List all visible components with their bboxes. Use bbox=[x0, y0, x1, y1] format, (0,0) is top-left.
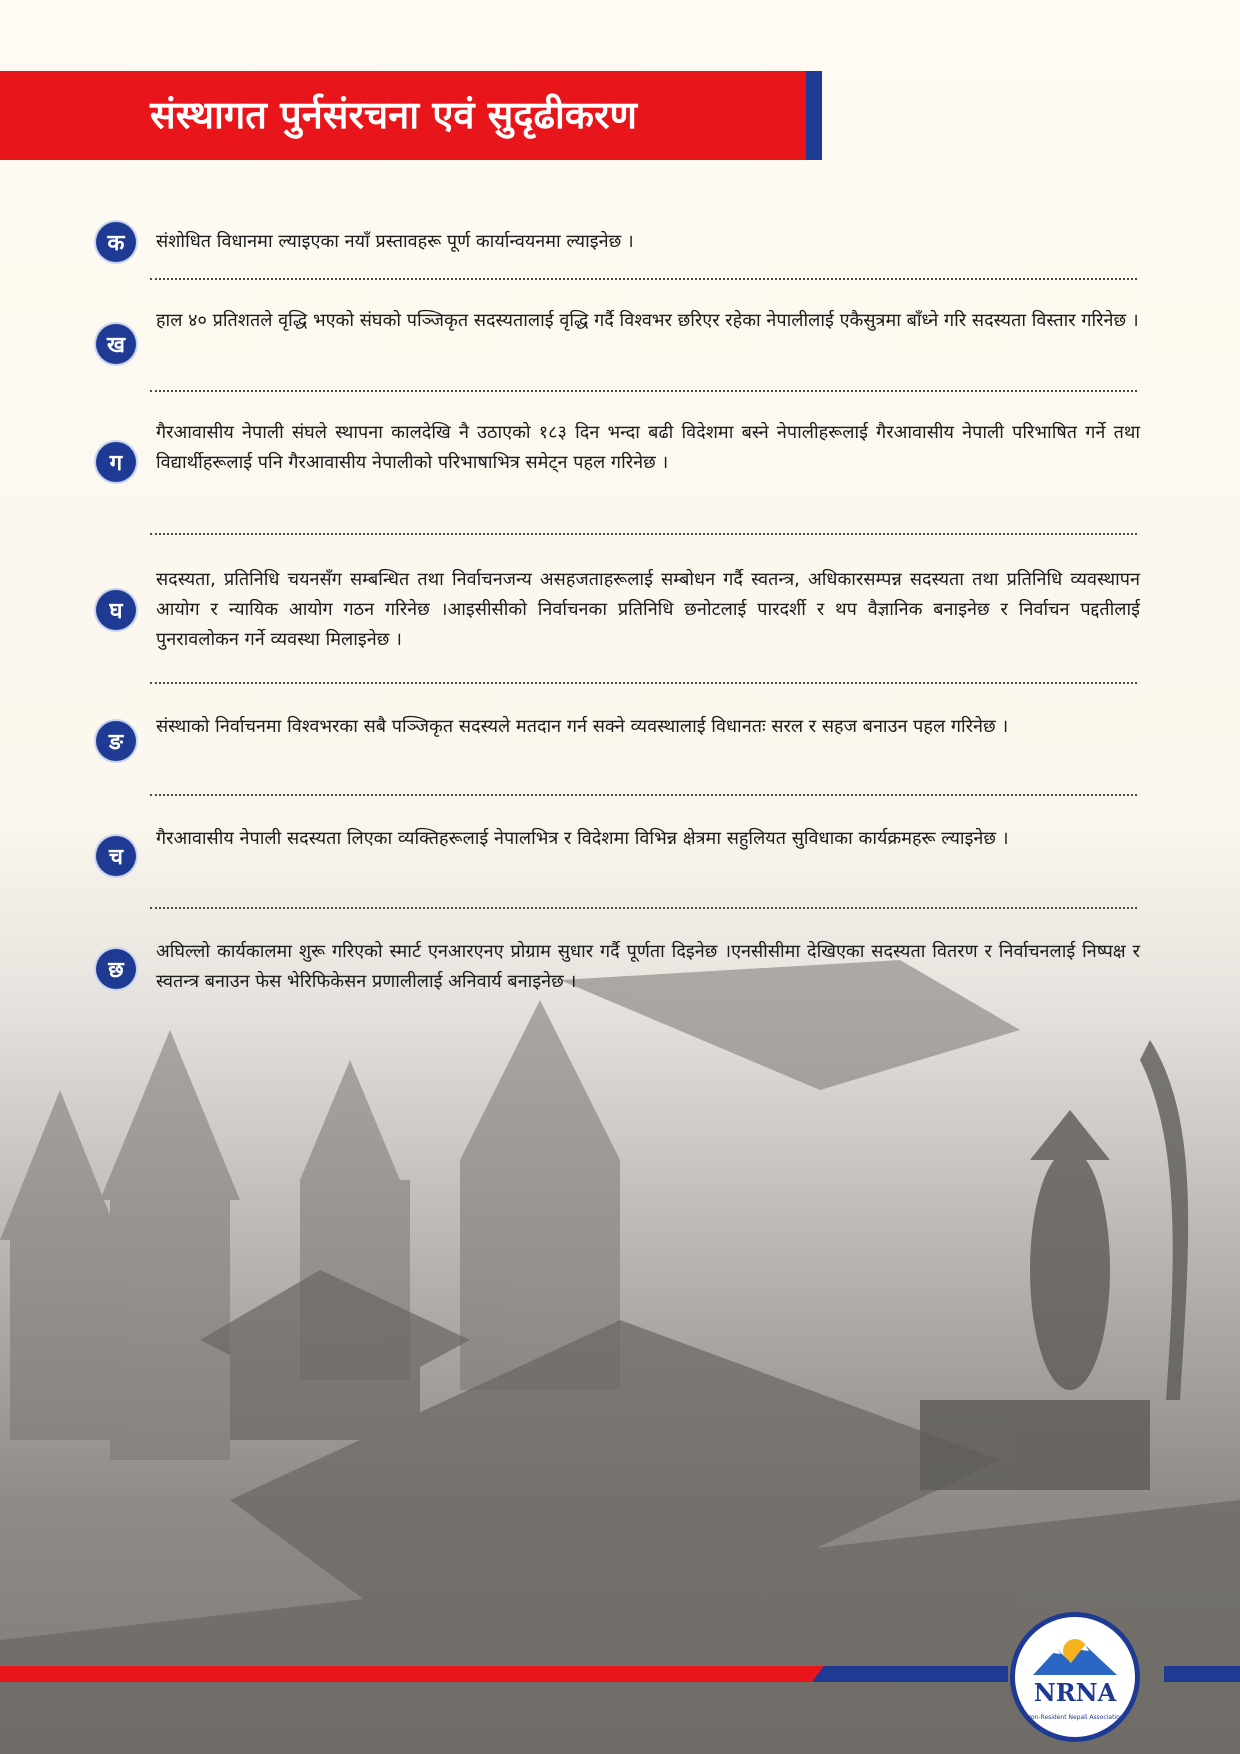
item-marker-badge: ङ bbox=[96, 721, 136, 761]
item-marker-badge: ग bbox=[96, 442, 136, 482]
list-item bbox=[96, 565, 1141, 659]
item-marker-badge: छ bbox=[96, 949, 136, 989]
list-item bbox=[96, 937, 1141, 999]
nrna-logo bbox=[1010, 1612, 1140, 1742]
list-item bbox=[96, 222, 1141, 262]
dotted-divider bbox=[150, 533, 1137, 535]
footer-blue-stripe-right bbox=[1164, 1666, 1240, 1682]
nrna-logo-graphic bbox=[1015, 1617, 1135, 1737]
dotted-divider bbox=[150, 278, 1137, 280]
item-marker-badge: च bbox=[96, 836, 136, 876]
dotted-divider bbox=[150, 907, 1137, 909]
item-text: गैरआवासीय नेपाली सदस्यता लिएका व्यक्तिहरूलाई नेपालभित्र र विदेशमा विभिन्न क्षेत्रमा सहुलियत सुविधाका कार्यक्रमहरू ल्याइनेछ । bbox=[156, 828, 1009, 849]
item-text: गैरआवासीय नेपाली संघले स्थापना कालदेखि नै उठाएको १८३ दिन भन्दा बढी विदेशमा बस्ने नेपालीहरूलाई गैरआवासीय नेपाली परिभाषित गर्ने तथा विद्यार्थीहरूलाई पनि गैरआवासीय नेपालीको परिभाषाभित्र समेट्न पहल गरिनेछ । bbox=[156, 422, 1140, 473]
item-marker-badge: क bbox=[96, 222, 136, 262]
list-item bbox=[96, 418, 1141, 512]
footer-red-stripe bbox=[0, 1666, 830, 1682]
item-text: सदस्यता, प्रतिनिधि चयनसँग सम्बन्धित तथा निर्वाचनजन्य असहजताहरूलाई सम्बोधन गर्दै स्वतन्त्र, अधिकारसम्पन्न सदस्यता तथा प्रतिनिधि व्यवस्थापन आयोग र न्यायिक आयोग गठन गरिनेछ ।आइसीसीको निर्वाचनका प्रतिनिधि छनोटलाई पारदर्शी र थप वैज्ञानिक बनाइनेछ र निर्वाचन पद्दतीलाई पुनरावलोकन गर्ने व्यवस्था मिलाइनेछ । bbox=[156, 569, 1140, 650]
item-text: संशोधित विधानमा ल्याइएका नयाँ प्रस्तावहरू पूर्ण कार्यान्वयनमा ल्याइनेछ । bbox=[156, 231, 634, 252]
list-item bbox=[96, 712, 1141, 774]
footer-blue-stripe bbox=[812, 1666, 1008, 1682]
dotted-divider bbox=[150, 794, 1137, 796]
item-text: हाल ४० प्रतिशतले वृद्धि भएको संघको पञ्जिकृत सदस्यतालाई वृद्धि गर्दै विश्वभर छरिएर रहेका नेपालीलाई एकैसुत्रमा बाँध्ने गरि सदस्यता विस्तार गरिनेछ । bbox=[156, 310, 1139, 331]
nrna-logo-ring-text: Non-Resident Nepali Association bbox=[1026, 1714, 1124, 1721]
dotted-divider bbox=[150, 682, 1137, 684]
item-marker-badge: ख bbox=[96, 324, 136, 364]
item-text: अघिल्लो कार्यकालमा शुरू गरिएको स्मार्ट एनआरएनए प्रोग्राम सुधार गर्दै पूर्णता दिइनेछ ।एनसीसीमा देखिएका सदस्यता वितरण र निर्वाचनलाई निष्पक्ष र स्वतन्त्र बनाउन फेस भेरिफिकेसन प्रणालीलाई अनिवार्य बनाइनेछ । bbox=[156, 941, 1140, 992]
item-text: संस्थाको निर्वाचनमा विश्वभरका सबै पञ्जिकृत सदस्यले मतदान गर्न सक्ने व्यवस्थालाई विधानतः सरल र सहज बनाउन पहल गरिनेछ । bbox=[156, 716, 1009, 737]
list-item bbox=[96, 824, 1141, 886]
dotted-divider bbox=[150, 390, 1137, 392]
nrna-logo-text: NRNA bbox=[1033, 1678, 1117, 1707]
title-banner-accent bbox=[806, 71, 822, 160]
list-item bbox=[96, 306, 1141, 368]
page-title: संस्थागत पुर्नसंरचना एवं सुदृढीकरण bbox=[150, 93, 637, 137]
item-marker-badge: घ bbox=[96, 590, 136, 630]
